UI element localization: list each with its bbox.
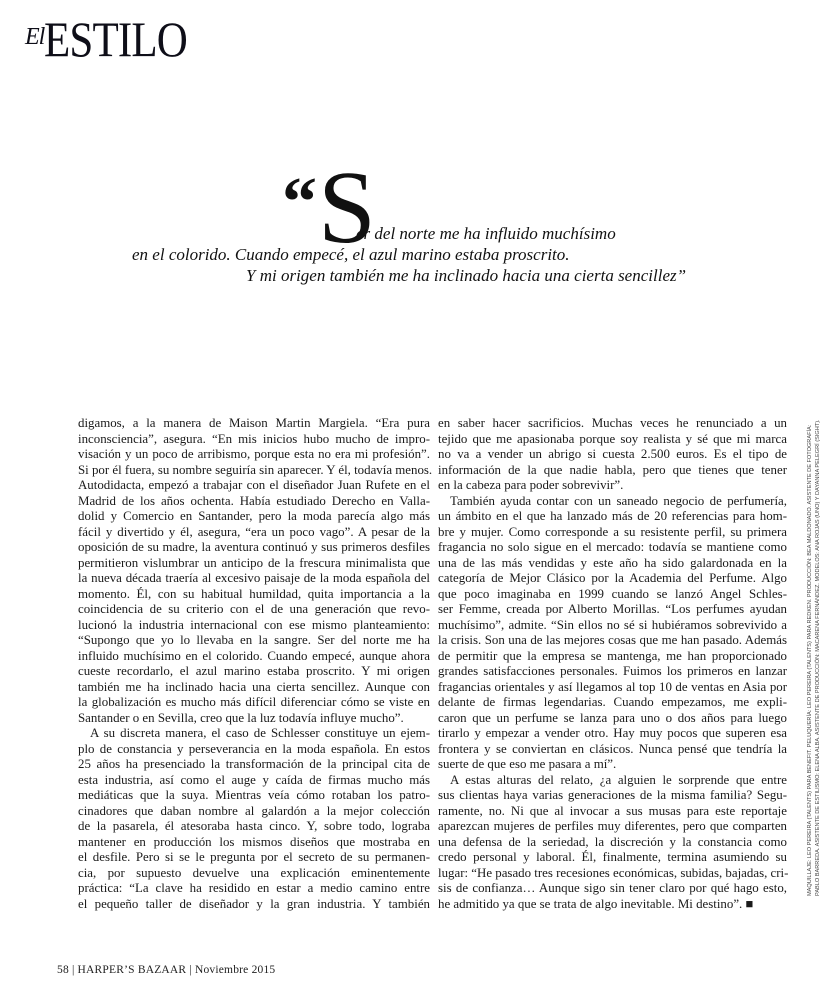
text-line: coincidencia de su criterio con el de una generación que revo- xyxy=(78,602,430,616)
page-footer: 58 | HARPER’S BAZAAR | Noviembre 2015 xyxy=(57,964,276,976)
text-line: ramente, no. Ni que al invocar a sus musas para este reportaje xyxy=(438,803,787,818)
article-column-1 xyxy=(78,416,433,912)
text-line: práctica: “La clave ha residido en estar a medio camino entre xyxy=(78,881,430,895)
text-line: 25 años ha presenciado la transformación de la principal cita de xyxy=(78,757,430,771)
text-line: sis de confianza… Aunque sigo sin tener claro por qué hago esto, xyxy=(438,881,787,895)
text-line: influido muchísimo en el colorido. Cuando empecé, aunque ahora xyxy=(78,648,430,663)
text-line: A su discreta manera, el caso de Schlesser constituye un ejem- xyxy=(90,726,430,740)
text-line: dolid y Comercio en Santander, pero la moda parecía algo más xyxy=(78,509,430,523)
text-line: de permitir que la empresa se mantenga, me han proporcionado xyxy=(438,648,787,663)
text-line: que poco imaginaba en 1999 cuando se lanzó Angel Schles- xyxy=(438,586,787,601)
paragraph xyxy=(438,494,787,773)
text-line: grandes satisfacciones personales. Fuimos los primeros en lanzar xyxy=(438,664,787,678)
text-line: delante de firmas legendarias. Cuando empezamos, me expli- xyxy=(438,695,787,709)
text-line: suerte de que eso me pasara a mí”. xyxy=(438,757,617,771)
text-line: esta industria, así como el auge y caída de firmas mucho más xyxy=(78,772,430,787)
text-line: en saber hacer sacrificios. Muchas veces he renunciado a un xyxy=(438,416,787,430)
text-line: la nueva década traería al excesivo paisaje de la moda española del xyxy=(78,571,430,585)
text-line: mediáticas que la suya. Mientras veía cómo rotaban los patro- xyxy=(78,788,430,802)
text-line: fácil y divertido y él, asegura, “era un poco vago”. A pesar de la xyxy=(78,524,430,539)
text-line: inconsciencia”, asegura. “En mis inicios hubo mucho de impro- xyxy=(78,431,430,446)
text-line: oposición de su madre, la aventura continuó y sus primeros desfiles xyxy=(78,540,430,554)
open-quote-mark: “ xyxy=(282,164,317,241)
text-line: una defensa de la seriedad, la discreción y la constancia como xyxy=(438,834,787,849)
text-line: ser Femme, creada por Alberto Morillas. “Los perfumes ayudan xyxy=(438,602,787,616)
text-line: visación y un poco de arribismo, porque esta no era mi profesión”. xyxy=(78,447,430,461)
text-line: momento. Él, con su habitual humildad, quita importancia a la xyxy=(78,586,430,601)
paragraph xyxy=(438,416,787,494)
text-line: Santander o en Sevilla, creo que la luz todavía influye mucho”. xyxy=(78,710,404,725)
text-line: un ámbito en el que ha lanzado más de 20 referencias para hom- xyxy=(438,509,787,523)
text-line: tejido que me apasionaba porque soy realista y sé que mi marca xyxy=(438,431,787,446)
paragraph xyxy=(438,773,787,913)
section-prefix: El xyxy=(25,24,45,50)
text-line: credo personal y laboral. Él, finalmente, termina asumiendo su xyxy=(438,850,787,864)
text-line: sus clientas haya varias generaciones de la misma familia? Segu- xyxy=(438,788,787,802)
text-line: en la cabeza para poder sobrevivir”. xyxy=(438,478,624,492)
text-line: el pequeño taller de diseñador y la gran industria. Y también xyxy=(78,896,430,911)
credits-line: PABLO BARREDA. ASISTENTE DE ESTILISMO: ELENA ALBA. ASISTENTE DE PRODUCCIÓN: MACARENA FERNÁNDEZ. MODELOS: ANA ROJAS (UNO) Y DAYANNA PELEGRÍ (SIGHT). xyxy=(815,419,821,896)
paragraph xyxy=(78,416,433,726)
text-line: información de la que nadie habla, pero que tienes que tener xyxy=(438,462,787,477)
text-line: permitieron vislumbrar un anticipo de la frescura minimalista que xyxy=(78,555,430,570)
pull-quote-line: er del norte me ha influido muchísimo xyxy=(356,224,616,243)
text-line: una de las más vendidas y este año ha sido galardonada en la xyxy=(438,555,787,570)
text-line: la crisis. Son una de las mejores cosas que me han pasado. Además xyxy=(438,633,787,647)
text-line: plo de constancia y perseverancia en la moda española. En estos xyxy=(78,741,430,756)
pull-quote-line: Y mi origen también me ha inclinado hacia una cierta sencillez” xyxy=(246,266,687,285)
text-line: fragancias orientales y así llegamos al top 10 de ventas en Asia por xyxy=(438,679,787,694)
text-line: categoría de Mejor Clásico por la Academia del Perfume. Algo xyxy=(438,571,787,585)
text-line: “Supongo que yo lo llevaba en la sangre. Ser del norte me ha xyxy=(78,633,430,647)
text-line: fragancia no solo sigue en el mercado: todavía se mantiene como xyxy=(438,540,787,554)
text-line: lugar: “He pasado tres recesiones económicas, subidas, bajadas, cri- xyxy=(438,865,789,880)
text-line: lucionó la industria internacional con ese mismo planteamiento: xyxy=(78,617,430,632)
text-line: digamos, a la manera de Maison Martin Margiela. “Era pura xyxy=(78,416,430,430)
text-line: también me ha inclinado hacia una cierta sencillez. Aunque con xyxy=(78,679,430,694)
text-line: no va a vender un abrigo si cuesta 2.500 euros. Es el tipo de xyxy=(438,447,787,461)
text-line: cinadores que daban nombre al galardón a la mejor colección xyxy=(78,803,430,818)
text-line: Si por él fuera, su nombre seguiría sin aparecer. Y él, todavía menos. xyxy=(78,462,433,477)
text-line: También ayuda contar con un saneado negocio de perfumería, xyxy=(450,493,787,508)
photo-credits xyxy=(806,416,822,896)
text-line: cueste recordarlo, el azul marino estaba proscrito. Y mi origen xyxy=(78,664,430,678)
text-line: mantener en producción los mismos diseños que mostraba en xyxy=(78,834,430,849)
section-title: ESTILO xyxy=(44,11,188,67)
pull-quote-line: en el colorido. Cuando empecé, el azul marino estaba proscrito. xyxy=(132,245,570,264)
text-line: Autodidacta, empezó a trabajar con el diseñador Juan Rufete en el xyxy=(78,478,430,492)
text-line: Madrid de los años ochenta. Había estudiado Derecho en Valla- xyxy=(78,493,430,508)
text-line: A estas alturas del relato, ¿a alguien le sorprende que entre xyxy=(450,772,787,787)
text-line: caron que un perfume se lanza para uno o dos años para luego xyxy=(438,710,787,725)
text-line: el desfile. Pero si se le pregunta por el secreto de su permanen- xyxy=(78,850,430,864)
text-line: tirarlo y empezar a vender otro. Hay muy pocos que superen esa xyxy=(438,726,787,740)
text-line: bre y mujer. Como corresponde a su resistente perfil, su primera xyxy=(438,524,787,539)
text-line: cia, por supuesto devuelve una explicación eminentemente xyxy=(78,865,430,880)
text-line: he admitido ya que se trata de algo inevitable. Mi destino”. ■ xyxy=(438,896,754,911)
text-line: la globalización es mucho más difícil diferenciar cómo se viste en xyxy=(78,695,430,709)
text-line: de la pasarela, él atesoraba hasta cinco. Y, sobre todo, lograba xyxy=(78,819,430,833)
text-line: frontera y se conviertan en clásicos. Nunca pensé que tendría la xyxy=(438,741,787,756)
credits-line: MAQUILLAJE: LEO PEREIRA (TALENTS) PARA BENEFIT. PELUQUERÍA: LEO PEREIRA (TALENTS) PARA REDKEN. PRODUCCIÓN: BEA MALDONADO. ASISTENTE DE FOTOGRAFÍA: xyxy=(807,424,813,896)
pull-quote xyxy=(0,0,837,320)
paragraph xyxy=(78,726,430,912)
text-line: aparezcan mujeres de perfiles muy diferentes, pero que comparten xyxy=(438,819,787,833)
article-column-2 xyxy=(438,416,787,912)
drop-cap: S xyxy=(318,150,376,265)
text-line: muchísimo”, admite. “Sin ellos no sé si hubiéramos sobrevivido a xyxy=(438,617,787,632)
